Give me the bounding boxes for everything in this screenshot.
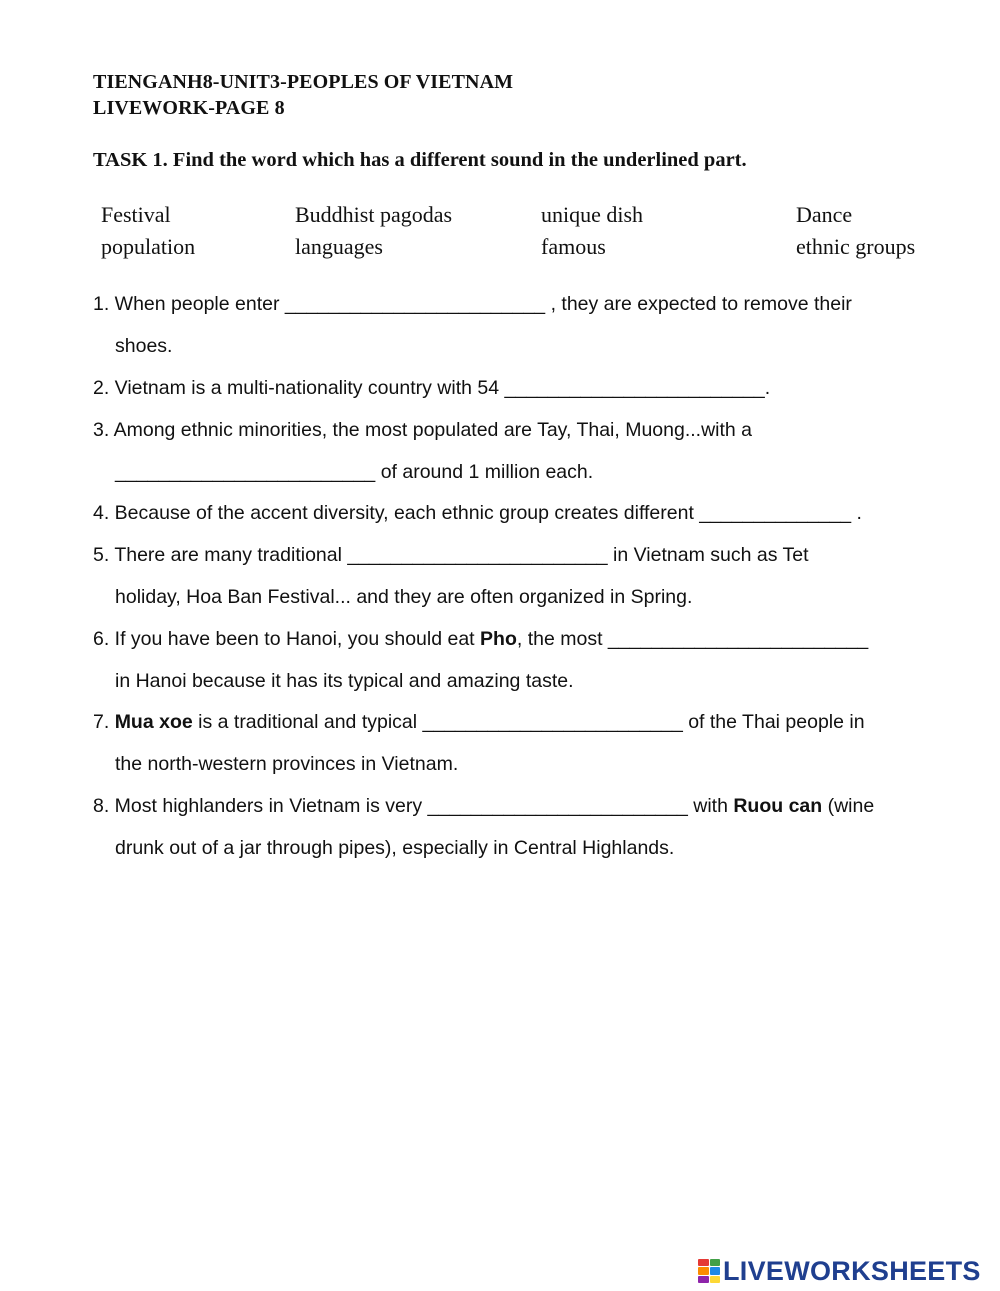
question-6: [93, 628, 868, 651]
worksheet-subtitle: LIVEWORK-PAGE 8: [93, 97, 285, 119]
liveworksheets-brand-text: LIVEWORKSHEETS: [723, 1255, 981, 1286]
question-1: 1. When people enter ________________________ , they are expected to remove their: [93, 293, 852, 315]
question-7-continued: the north-western provinces in Vietnam.: [115, 753, 459, 775]
question-6-text-end: , the most ________________________: [516, 628, 869, 650]
word-bank-item: population: [101, 234, 196, 259]
word-bank-item: ethnic groups: [796, 234, 916, 259]
word-bank-item: Dance: [796, 202, 853, 227]
question-8-text-end: (wine: [822, 795, 875, 817]
worksheet-title: TIENGANH8-UNIT3-PEOPLES OF VIETNAM: [93, 71, 514, 93]
word-bank-item: unique dish: [541, 202, 644, 227]
question-5: 5. There are many traditional ________________________ in Vietnam such as Tet: [93, 544, 809, 566]
question-8-text-start: 8. Most highlanders in Vietnam is very ________________________ with: [93, 795, 734, 817]
logo-square: [698, 1267, 709, 1274]
logo-square: [698, 1259, 709, 1266]
question-6-continued: in Hanoi because it has its typical and amazing taste.: [115, 670, 574, 692]
logo-square: [710, 1259, 721, 1266]
word-bank-item: famous: [541, 234, 606, 259]
question-3: 3. Among ethnic minorities, the most populated are Tay, Thai, Muong...with a: [93, 419, 753, 441]
question-8: [93, 795, 874, 818]
liveworksheets-logo-icon: [698, 1259, 720, 1283]
question-8-bold-term: Ruou can: [733, 795, 823, 817]
question-8-continued: drunk out of a jar through pipes), especially in Central Highlands.: [115, 837, 675, 859]
question-1-continued: shoes.: [115, 335, 173, 357]
logo-square: [698, 1276, 709, 1283]
question-5-continued: holiday, Hoa Ban Festival... and they are often organized in Spring.: [115, 586, 693, 608]
question-6-text-start: 6. If you have been to Hanoi, you should eat: [93, 628, 481, 650]
question-7-text-end: is a traditional and typical ________________________ of the Thai people in: [192, 711, 865, 733]
liveworksheets-logo: [698, 1256, 981, 1286]
word-bank-item: Festival: [101, 202, 171, 227]
logo-square: [710, 1267, 721, 1274]
question-4: 4. Because of the accent diversity, each ethnic group creates different ______________ .: [93, 502, 862, 524]
word-bank-item: languages: [295, 234, 383, 259]
question-7-text-start: 7.: [93, 711, 115, 733]
task-heading: TASK 1. Find the word which has a different sound in the underlined part.: [93, 149, 747, 171]
logo-square: [710, 1276, 721, 1283]
question-7: [93, 711, 865, 734]
word-bank-item: Buddhist pagodas: [295, 202, 453, 227]
question-6-bold-term: Pho: [480, 628, 517, 650]
question-7-bold-term: Mua xoe: [114, 711, 193, 733]
question-3-continued: ________________________ of around 1 million each.: [115, 461, 594, 483]
question-2: 2. Vietnam is a multi-nationality country with 54 ________________________.: [93, 377, 771, 399]
